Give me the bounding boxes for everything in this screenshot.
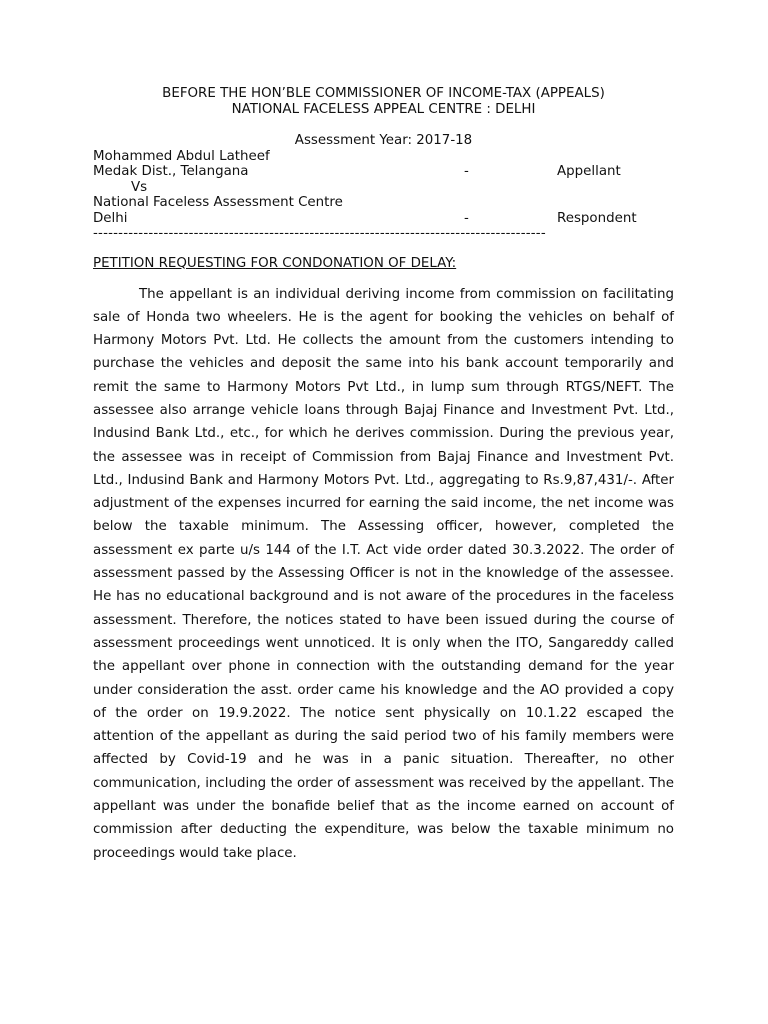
appellant-dash: - [464, 164, 469, 179]
respondent-role: Respondent [557, 210, 637, 226]
respondent-address-row [93, 211, 674, 227]
versus-label: Vs [131, 179, 148, 195]
header-title-line-1: BEFORE THE HON’BLE COMMISSIONER OF INCOME-TAX (APPEALS) [162, 86, 605, 101]
appellant-role: Appellant [557, 164, 621, 179]
petition-paragraph: The appellant is an individual deriving income from commission on facilitating sale of Honda two wheelers. He is the agent for booking the vehicles on behalf of Harmony Motors Pvt. Ltd. He collects the amount from the customers intending to purchase the vehicles and deposit the same into his bank account temporarily and remit the same to Harmony Motors Pvt Ltd., in lump sum through RTGS/NEFT. The assessee also arrange vehicle loans through Bajaj Finance and Investment Pvt. Ltd., Indusind Bank Ltd., etc., for which he derives commission. During the previous year, the assessee was in receipt of Commission from Bajaj Finance and Investment Pvt. Ltd., Indusind Bank and Harmony Motors Pvt. Ltd., aggregating to Rs.9,87,431/-. After adjustment of the expenses incurred for earning the said income, the net income was below the taxable minimum. The Assessing officer, however, completed the assessment ex parte u/s 144 of the I.T. Act vide order dated 30.3.2022. The order of assessment passed by the Assessing Officer is not in the knowledge of the assessee. He has no educational background and is not aware of the procedures in the faceless assessment. Therefore, the notices stated to have been issued during the course of assessment proceedings went unnoticed. It is only when the ITO, Sangareddy called the appellant over phone in connection with the outstanding demand for the year under consideration the asst. order came his knowledge and the AO provided a copy of the order on 19.9.2022. The notice sent physically on 10.1.22 escaped the attention of the appellant as during the said period two of his family members were affected by Covid-19 and he was in a panic situation. Thereafter, no other communication, including the order of assessment was received by the appellant. The appellant was under the bonafide belief that as the income earned on account of commission after deducting the expenditure, was below the taxable minimum no proceedings would take place. [93, 286, 674, 861]
document-page [93, 86, 674, 878]
separator-line: ------------------------------------------------------------------------------------------ [93, 226, 546, 241]
respondent-name-text: National Faceless Assessment Centre [93, 195, 343, 210]
appellant-name [93, 149, 674, 165]
appellant-address: Medak Dist., Telangana [93, 164, 249, 179]
respondent-name [93, 195, 674, 211]
appellant-name-text: Mohammed Abdul Latheef [93, 148, 270, 164]
header-title-line-2: NATIONAL FACELESS APPEAL CENTRE : DELHI [231, 101, 536, 117]
petition-heading: PETITION REQUESTING FOR CONDONATION OF DELAY: [93, 255, 457, 271]
respondent-dash: - [464, 210, 469, 226]
assessment-year: Assessment Year: 2017-18 [294, 133, 473, 148]
appellant-address-row [93, 164, 674, 180]
respondent-address: Delhi [93, 210, 128, 226]
